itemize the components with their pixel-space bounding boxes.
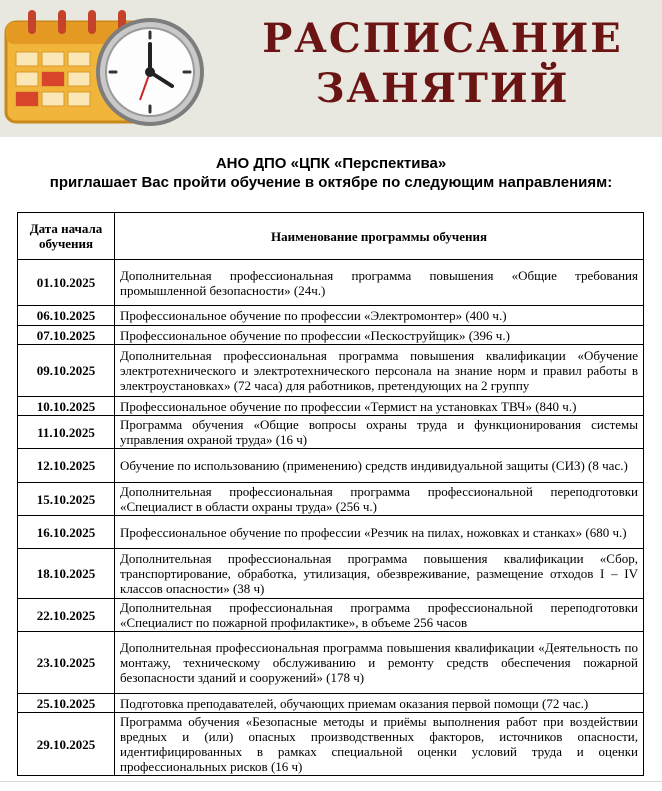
header-date: Дата начала обучения [18, 213, 115, 260]
row-program: Дополнительная профессиональная программа повышения «Общие требования промышленной безопасности» (24ч.) [115, 260, 644, 306]
table-row [18, 516, 644, 549]
table-row [18, 326, 644, 345]
row-program: Профессиональное обучение по профессии «Термист на установках ТВЧ» (840 ч.) [115, 397, 644, 416]
table-row [18, 416, 644, 449]
banner-title [235, 14, 650, 114]
row-program: Профессиональное обучение по профессии «Резчик на пилах, ножовках и станках» (680 ч.) [115, 516, 644, 549]
table-row [18, 694, 644, 713]
table-row [18, 397, 644, 416]
row-date: 15.10.2025 [18, 483, 115, 516]
row-date: 18.10.2025 [18, 549, 115, 599]
row-date: 29.10.2025 [18, 713, 115, 776]
table-row [18, 632, 644, 694]
table-header-row [18, 213, 644, 260]
table-row [18, 483, 644, 516]
banner-title-line2: ЗАНЯТИЙ [315, 65, 570, 112]
header-banner [0, 0, 662, 137]
row-date: 07.10.2025 [18, 326, 115, 345]
schedule-table [17, 212, 644, 776]
table-row [18, 599, 644, 632]
row-date: 25.10.2025 [18, 694, 115, 713]
page-divider [0, 781, 662, 782]
table-row [18, 713, 644, 776]
row-date: 11.10.2025 [18, 416, 115, 449]
intro-text [0, 154, 662, 192]
row-program: Дополнительная профессиональная программа профессиональной переподготовки «Специалист в области охраны труда» (256 ч.) [115, 483, 644, 516]
row-program: Программа обучения «Общие вопросы охраны труда и функционирования системы управления охраной труда» (16 ч) [115, 416, 644, 449]
row-date: 22.10.2025 [18, 599, 115, 632]
row-program: Программа обучения «Безопасные методы и приёмы выполнения работ при воздействии вредных и (или) опасных производственных факторов, источников опасности, идентифицированных в рамках специальной оценки условий труда и оценки профессиональных рисков (16 ч) [115, 713, 644, 776]
row-date: 10.10.2025 [18, 397, 115, 416]
row-program: Обучение по использованию (применению) средств индивидуальной защиты (СИЗ) (8 час.) [115, 449, 644, 483]
row-program: Дополнительная профессиональная программа профессиональной переподготовки «Специалист по пожарной профилактике», в объеме 256 часов [115, 599, 644, 632]
intro-line2: приглашает Вас пройти обучение в октябре по следующим направлениям: [49, 174, 613, 191]
table-row [18, 260, 644, 306]
table-row [18, 345, 644, 397]
table-row [18, 449, 644, 483]
banner-title-line1: РАСПИСАНИЕ [262, 15, 623, 62]
row-program: Дополнительная профессиональная программа повышения квалификации «Сбор, транспортирование, обработка, утилизация, обезвреживание, размещение отходов I – IV классов опасности» (38 ч) [115, 549, 644, 599]
row-date: 12.10.2025 [18, 449, 115, 483]
row-date: 06.10.2025 [18, 306, 115, 326]
intro-line1: АНО ДПО «ЦПК «Перспектива» [215, 155, 447, 172]
row-program: Профессиональное обучение по профессии «Пескоструйщик» (396 ч.) [115, 326, 644, 345]
row-date: 09.10.2025 [18, 345, 115, 397]
table-row [18, 306, 644, 326]
row-program: Подготовка преподавателей, обучающих приемам оказания первой помощи (72 час.) [115, 694, 644, 713]
row-date: 16.10.2025 [18, 516, 115, 549]
row-program: Профессиональное обучение по профессии «Электромонтер» (400 ч.) [115, 306, 644, 326]
calendar-clock-icon [0, 0, 240, 137]
table-row [18, 549, 644, 599]
schedule-body [18, 260, 644, 776]
row-date: 23.10.2025 [18, 632, 115, 694]
row-date: 01.10.2025 [18, 260, 115, 306]
header-program: Наименование программы обучения [115, 213, 644, 260]
row-program: Дополнительная профессиональная программа повышения квалификации «Обучение электротехнического и электротехнического персонала на знание норм и правил работы в электроустановках» (72 часа) для работников, претендующих на 2 группу [115, 345, 644, 397]
row-program: Дополнительная профессиональная программа повышения квалификации «Деятельность по монтажу, техническому обслуживанию и ремонту средств обеспечения пожарной безопасности зданий и сооружений» (178 ч) [115, 632, 644, 694]
